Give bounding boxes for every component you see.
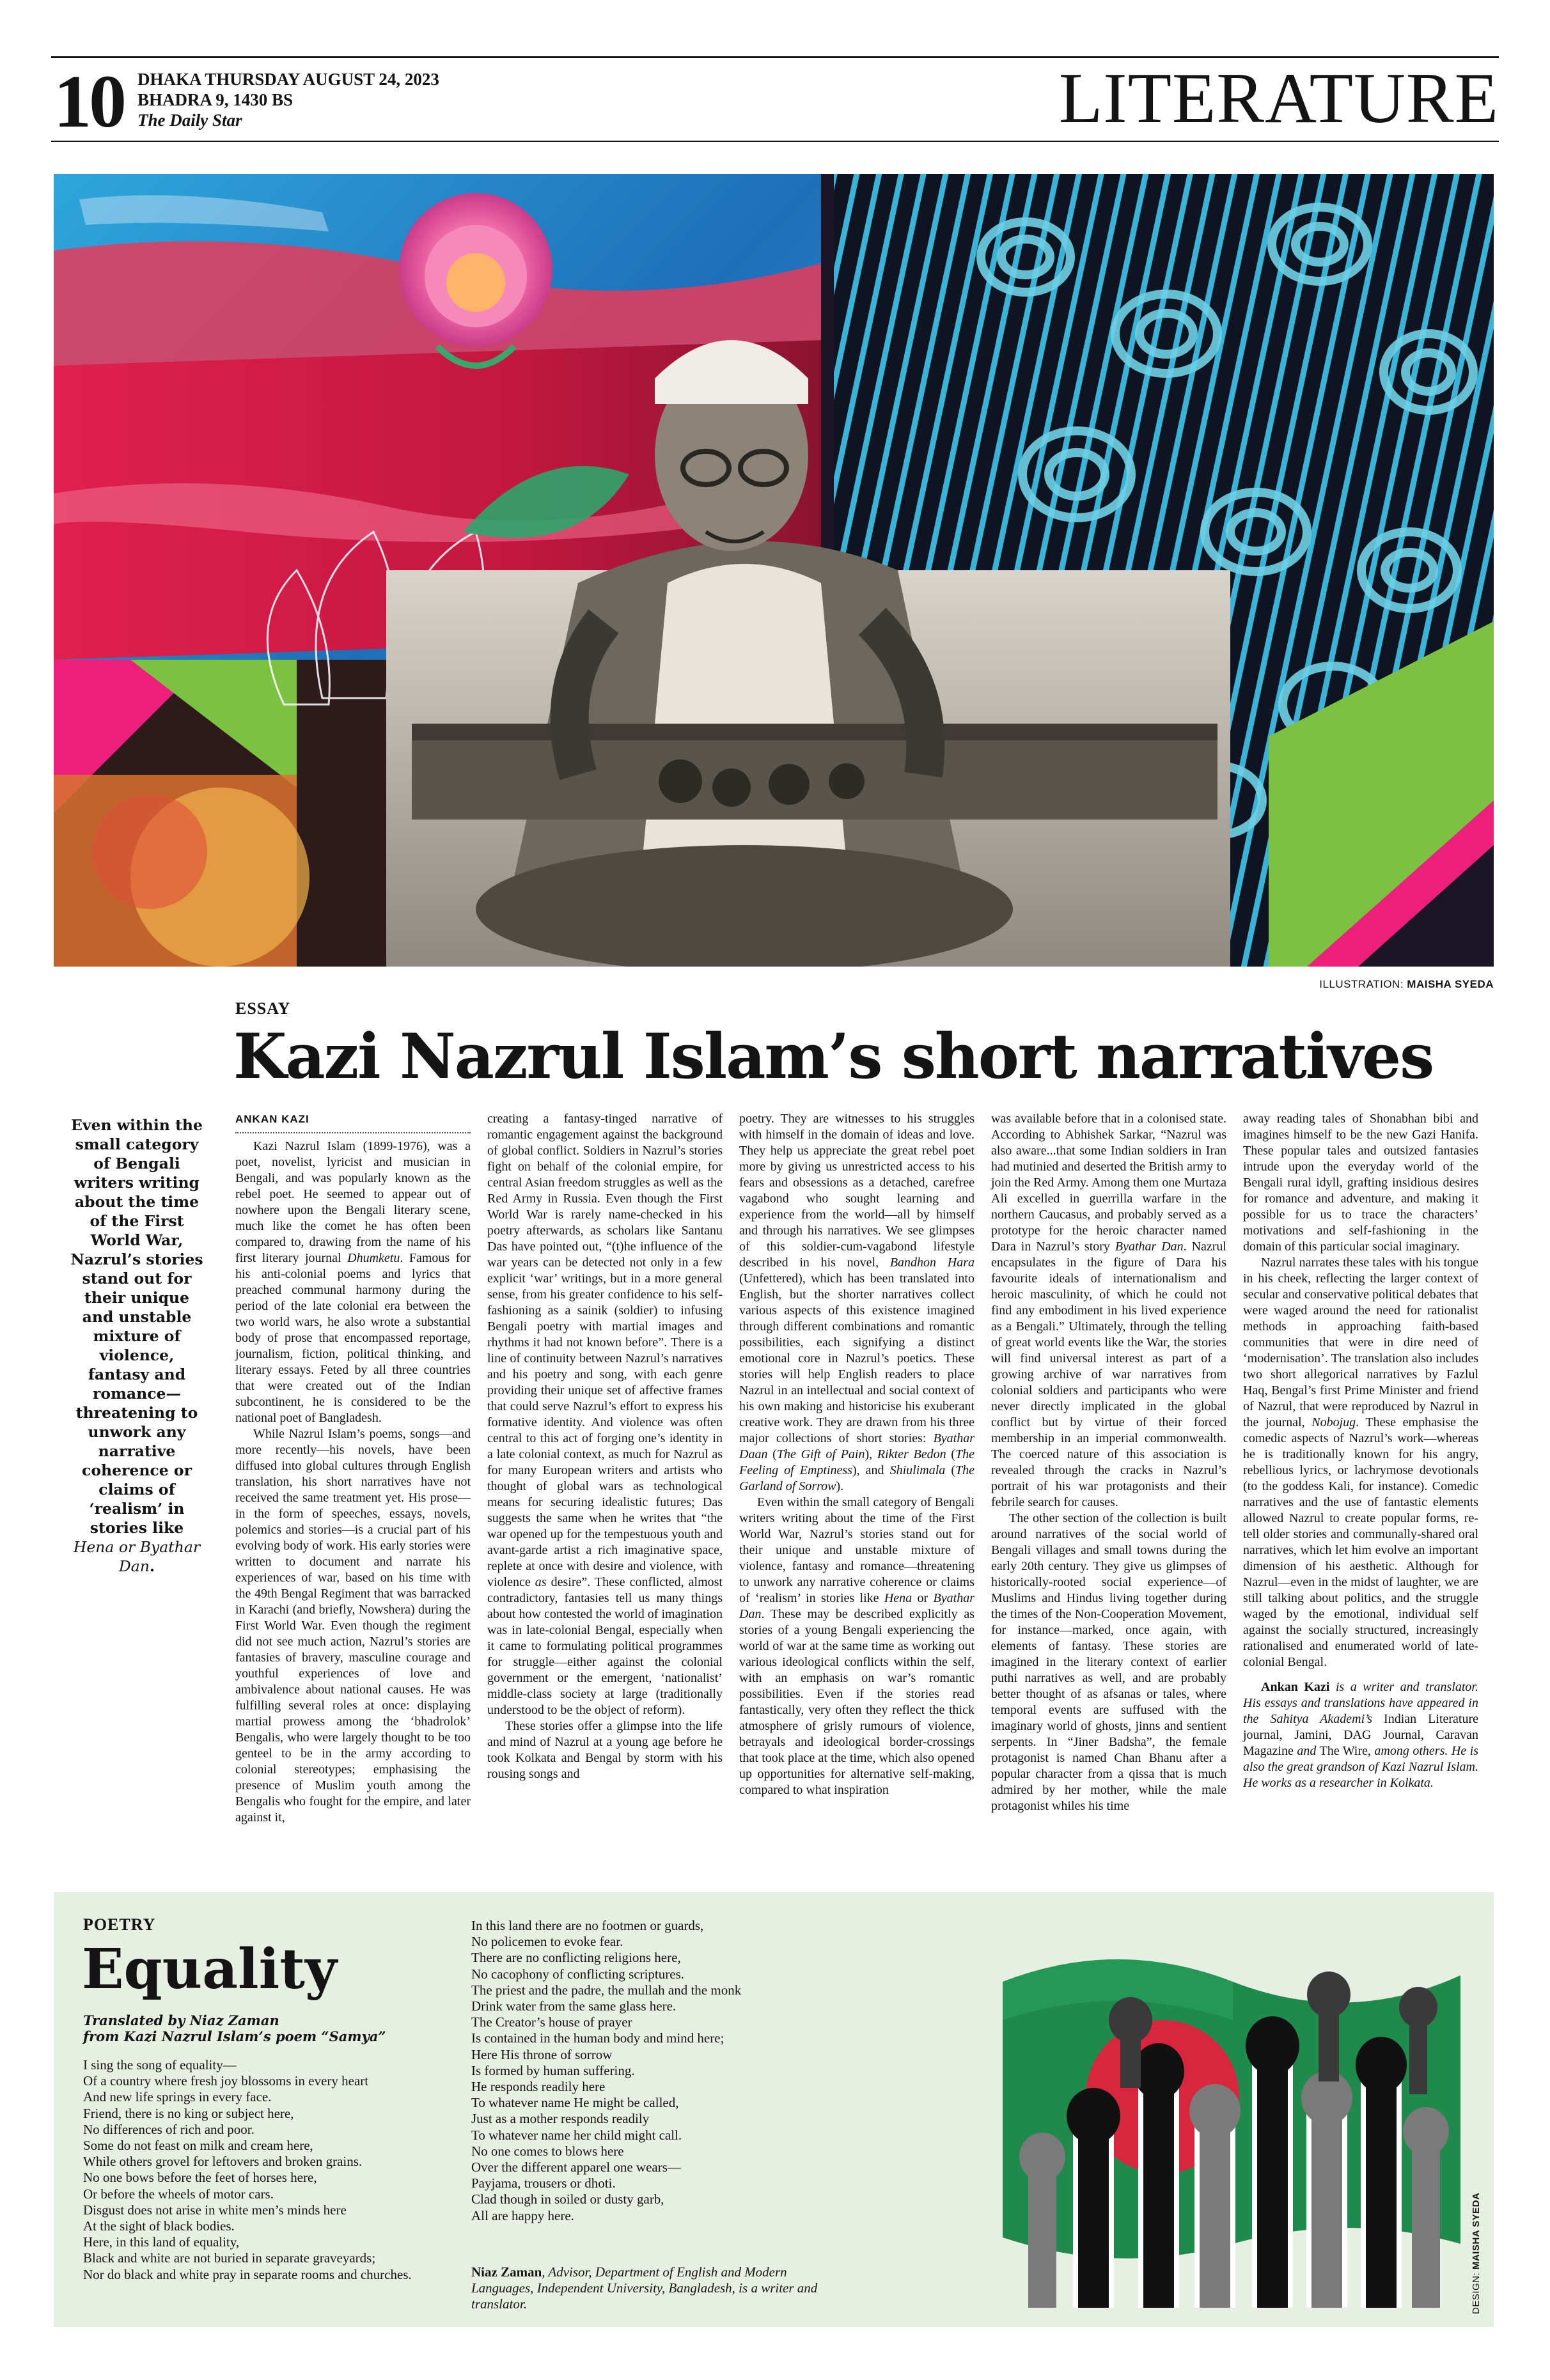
text: Nazrul narrates these tales with his tongue in his cheek, reflecting the larger context of secular and conservative political debates that were waged around the need for rationalist methods in approaching faith-based communities that were in dire need of ‘modernisation’. The translation also includes two short allegorical narratives by Fazlul Haq, Bengal’s first Prime Minister and friend of Nazrul, that were reproduced by Nazrul in the journal, <box>1243 1256 1478 1429</box>
paragraph <box>991 1111 1226 1511</box>
poem-line: Is formed by human suffering. <box>471 2062 635 2078</box>
book-title: Byathar Daan <box>739 1431 975 1461</box>
paper-name-logo: The Daily Star <box>137 111 242 130</box>
pull-quote-end: . <box>149 1557 155 1575</box>
masthead-bottom-rule <box>51 141 1499 142</box>
poem-line: Friend, there is no king or subject here, <box>83 2105 294 2121</box>
poem-line: At the sight of black bodies. <box>83 2218 235 2234</box>
poem-stanza-left <box>83 2057 467 2283</box>
poetry-kicker: POETRY <box>83 1915 156 1934</box>
poem-line: Here His throne of sorrow <box>471 2046 613 2062</box>
text: among others. He is also the great grandson of Kazi Nazrul Islam. He works as a researcher in Kolkata. <box>1243 1744 1479 1790</box>
text: . These emphasise the comedic aspects of Nazrul’s work—whereas he is traditionally known for his angry, rebellious lyrics, or lachrymose devotionals (to the goddess Kali, for instance). Comedic narratives and the use of fantastic elements allowed Nazrul to create popular forms, re-tell older stories and communally-shared oral narratives, which let him evolve an important dimension of his aesthetic. Although for Nazrul—even in the midst of laughter, we are still talking about politics, and the struggle waged by the emotional, individual self against the socially structured, increasingly rationalised and enumerated world of late-colonial Bengal. <box>1243 1415 1478 1669</box>
article-column-1 <box>235 1111 471 1826</box>
section-title: LITERATURE <box>1058 59 1499 138</box>
poem-line: There are no conflicting religions here, <box>471 1950 681 1966</box>
pull-quote-or: or <box>114 1538 140 1556</box>
poem-line: Disgust does not arise in white men’s minds here <box>83 2202 347 2218</box>
story-title: Hena <box>884 1591 912 1605</box>
paragraph: While Nazrul Islam’s poems, songs—and more recently—his novels, have been diffused into global cultures through English translation, his short narratives have not received the same treatment yet. His prose—in the form of speeches, essays, novels, polemics and stories—is a crucial part of his evolving body of work. His early stories were written to document and narrate his experiences of war, based on his time with the 49th Bengal Regiment that was barracked in Karachi (and briefly, Nowshera) during the First World War. Even though the regiment did not see much action, Nazrul’s stories are fantasies of bravery, masculine courage and youthful experiences of love and ambivalence about national causes. He was fulfilling several roles at once: displaying martial prowess among the ‘bhadrolok’ Bengalis, who were largely thought to be too genteel to be in the army according to colonial stereotypes; emphasising the presence of Muslim youth among the Bengalis who fought for the empire, and later against it, <box>235 1427 471 1824</box>
translator-bio: , Advisor, Department of English and Modern Languages, Independent University, Bangladesh, is a writer and translator. <box>471 2264 818 2312</box>
book-title: Shiulimala <box>889 1463 946 1477</box>
masthead <box>51 51 1499 147</box>
poem-line: Over the different apparel one wears— <box>471 2159 681 2175</box>
translator-note <box>471 2264 829 2312</box>
masthead-top-rule <box>51 56 1499 58</box>
text: The Wire, <box>1316 1744 1375 1758</box>
poem-line: Some do not feast on milk and cream here, <box>83 2138 313 2154</box>
poem-line: No one comes to blows here <box>471 2143 624 2159</box>
article-column-2 <box>487 1111 723 1782</box>
author-name: Ankan Kazi <box>1261 1680 1330 1694</box>
raised-fists-illustration <box>1003 1911 1460 2308</box>
poem-line: Just as a mother responds readily <box>471 2111 650 2127</box>
paragraph <box>1243 1255 1478 1670</box>
poem-line: No policemen to evoke fear. <box>471 1934 623 1950</box>
poem-line: All are happy here. <box>471 2207 574 2223</box>
story-title: Byathar Dan <box>1115 1240 1184 1254</box>
text: ), and <box>852 1463 890 1477</box>
book-title: The Gift of Pain <box>776 1447 865 1461</box>
story-title: Byathar Dan <box>739 1591 975 1621</box>
text: was available before that in a colonised state. According to Abhishek Sarkar, “Nazrul was also aware...that some Indian soldiers in Iran had mutinied and deserted the British army to join the Red Army. Among them one Murtaza Ali excelled in guerrilla warfare in the northern Caucasus, and probably served as a prototype for the heroic character named Dara in Nazrul’s story <box>991 1112 1226 1254</box>
pull-quote-title-byathar-dan: Byathar Dan <box>118 1538 201 1575</box>
poem-line: To whatever name He might be called, <box>471 2095 679 2111</box>
date-line-2: BHADRA 9, 1430 BS <box>137 90 294 109</box>
design-credit-label: DESIGN: <box>1471 2269 1482 2314</box>
dateline <box>137 69 439 130</box>
author-bio <box>1243 1679 1478 1791</box>
pull-quote-text: Even within the small category of Bengali writers writing about the time of the First World War, Nazrul’s stories stand out for their unique and unstable mixture of violence, fantasy and romance—threatening to unwork any narrative coherence or claims of ‘realism’ in stories like <box>70 1116 203 1537</box>
poem-line: Here, in this land of equality, <box>83 2234 240 2250</box>
book-title: The Garland of Sorrow <box>739 1463 975 1493</box>
poem-line: Nor do black and white pray in separate rooms and churches. <box>83 2266 412 2282</box>
illustration-credit <box>1319 978 1494 991</box>
poem-line: No cacophony of conflicting scriptures. <box>471 1966 684 1982</box>
text: Sahitya Akademi’s <box>1270 1712 1372 1726</box>
text: ( <box>945 1463 955 1477</box>
text: creating a fantasy-tinged narrative of romantic engagement against the background of global conflict. Soldiers in Nazrul’s stories fight on behalf of the colonial empire, for central Asian freedom struggles as well as the Red Army in Russia. Even though the First World War is rarely name-checked in his poetry afterwards, as scholars like Santanu Das have pointed out, “(t)he influence of the war years can be detected not only in a few explicit ‘war’ writings, but in a more general sense, from his greater confidence to his self-fashioning as a sainik (soldier) to infusing Bengali poetry with martial images and rhythms it had not known before”. There is a line of continuity between Nazrul’s narratives and his poetry and song, with each genre providing their unique set of affective frames that could serve Nazrul’s effort to express his formative identity. And violence was often central to this act of forging one’s identity in a late colonial context, as much for Nazrul as for many European writers and artists who thought of global wars as technological means for securing idealistic futures; Das suggests the same when he writes that “the war opened up for the tempestuous youth and avant-garde artist a rich imaginative space, replete at once with desire and violence, with violence <box>487 1112 723 1589</box>
translator-line-1: Translated by Niaz Zaman <box>83 2012 279 2028</box>
paragraph: away reading tales of Shonabhan bibi and imagines himself to be the new Gazi Hanifa. These popular tales and outsized fantasies intrude upon the everyday world of the Bengali rural idyll, grafting insidious desires for romance and adventure, and making it possible for us to trace the characters’ motivations and self-fashioning in the domain of this particular social imaginary. <box>1243 1112 1478 1254</box>
date-line-1: DHAKA THURSDAY AUGUST 24, 2023 <box>137 70 439 89</box>
hero-illustration <box>54 174 1494 967</box>
poem-line: In this land there are no footmen or guards, <box>471 1918 704 1933</box>
text: desire”. These conflicted, almost contradictory, fantasies tell us many things about how contested the world of imagination was in late-colonial Bengal, especially when it came to formulating political programmes for struggle—either against the colonial government or the emergent, ‘nationalist’ middle-class society at large (traditionally understood to be the object of reform). <box>487 1575 723 1717</box>
illustrator-name: MAISHA SYEDA <box>1407 978 1494 990</box>
emphasis: as <box>535 1575 547 1589</box>
essay-headline: Kazi Nazrul Islam’s short narratives <box>233 1020 1434 1093</box>
poem-line: To whatever name her child might call. <box>471 2127 682 2143</box>
poem-line: Payjama, trousers or dhoti. <box>471 2175 616 2191</box>
paragraph: These stories offer a glimpse into the life and mind of Nazrul at a young age before he took Kolkata and Bengal by storm with his rousing songs and <box>487 1719 723 1781</box>
pull-quote <box>69 1116 205 1576</box>
poem-line: The priest and the padre, the mullah and the monk <box>471 1982 742 1998</box>
page-number: 10 <box>54 59 124 143</box>
paragraph: The other section of the collection is built around narratives of the social world of Bengali villages and small towns during the early 20th century. They give us glimpses of historically-rooted social experience—of Muslims and Hindus living together during the times of the Non-Cooperation Movement, for instance—marked, once again, with elements of fantasy. These stories are imagined in the literary context of earlier puthi narratives as well, and are probably better thought of as afsanas or tales, where temporal events are suffused with the imaginary world of ghosts, jinns and sentient serpents. In “Jiner Badsha”, the female protagonist is named Chan Bhanu after a popular character from a qissa that is much admired by her mother, while the male protagonist whiles his time <box>991 1511 1226 1813</box>
translator-line-2: from Kazi Nazrul Islam’s poem “Samya” <box>83 2028 386 2044</box>
book-title: The Feeling of Emptiness <box>739 1447 975 1477</box>
poem-line: Or before the wheels of motor cars. <box>83 2186 274 2202</box>
journal-title: Dhumketu <box>347 1251 400 1265</box>
text: is a writer and translator. His essays and translations have appeared in the <box>1243 1680 1478 1726</box>
paragraph <box>739 1111 975 1495</box>
paragraph <box>487 1111 723 1718</box>
text: ), <box>865 1447 877 1461</box>
fists-flag-art <box>1003 1911 1460 2308</box>
translator-credit <box>83 2012 386 2044</box>
text: Indian Literature journal, Jamini, DAG Journal, Caravan Magazine <box>1243 1712 1479 1758</box>
poem-line: Is contained in the human body and mind here; <box>471 2030 724 2046</box>
article-column-4 <box>991 1111 1226 1814</box>
poem-line: He responds readily here <box>471 2079 606 2095</box>
poem-line: Of a country where fresh joy blossoms in every heart <box>83 2073 369 2089</box>
essay-kicker: ESSAY <box>235 999 291 1018</box>
design-credit <box>1471 2193 1482 2314</box>
text: and <box>1297 1744 1317 1758</box>
poem-line: Drink water from the same glass here. <box>471 1998 677 2014</box>
poem-line: Clad though in soiled or dusty garb, <box>471 2191 664 2207</box>
poem-title: Equality <box>82 1937 337 2002</box>
text: . Famous for his anti-colonial poems and lyrics that preached communal harmony during the period of the late colonial era between the two world wars, he also wrote a substantial body of prose that encompassed reportage, journalism, fiction, political thinking, and literary essays. Feted by all three countries that were created out of the Indian subcontinent, he is considered to be the national poet of Bangladesh. <box>235 1251 471 1425</box>
poem-line: Black and white are not buried in separate graveyards; <box>83 2250 376 2266</box>
text: Kazi Nazrul Islam (1899-1976), was a poet, novelist, lyricist and musician in Bengali, and was popularly known as the rebel poet. He seemed to appear out of nowhere upon the Bengali literary scene, much like the comet he has often been compared to, drawing from the name of his first literary journal <box>235 1139 471 1265</box>
poem-line: I sing the song of equality— <box>83 2057 237 2073</box>
byline: ANKAN KAZI <box>235 1111 471 1133</box>
translator-name: Niaz Zaman <box>471 2264 542 2280</box>
poem-line: And new life springs in every face. <box>83 2089 272 2105</box>
poem-line: No differences of rich and poor. <box>83 2121 254 2137</box>
poem-line: The Creator’s house of prayer <box>471 2014 632 2030</box>
poem-stanza-right <box>471 1918 829 2224</box>
book-title: Bandhon Hara <box>889 1256 975 1270</box>
text: Even within the small category of Bengali writers writing about the time of the First World War, Nazrul’s stories stand out for their unique and unstable mixture of violence, fantasy and romance—threatening to unwork any narrative coherence or claims of ‘realism’ in stories like <box>739 1495 975 1605</box>
text: ( <box>946 1447 955 1461</box>
article-column-3 <box>739 1111 975 1798</box>
journal-title: Nobojug <box>1311 1415 1356 1429</box>
text: poetry. They are witnesses to his struggles with himself in the domain of ideas and love. They help us appreciate the great rebel poet more by giving us unrestricted access to his fears and obsessions as a detached, carefree vagabond who sought learning and experience from the world—all by himself and through his narratives. We see glimpses of this soldier-cum-vagabond lifestyle described in his novel, <box>739 1112 975 1270</box>
book-title: Rikter Bedon <box>877 1447 946 1461</box>
paragraph <box>739 1495 975 1798</box>
text: ( <box>767 1447 777 1461</box>
text: or <box>912 1591 934 1605</box>
poem-line: While others grovel for leftovers and broken grains. <box>83 2154 363 2170</box>
pull-quote-title-hena: Hena <box>73 1538 114 1556</box>
text: . Nazrul encapsulates in the figure of Dara his favourite ideals of internationalism and heroic masculinity, of which he could not find any embodiment in his lived experience as a Bengali.” Ultimately, through the telling of great world events like the War, the stories will find universal interest as part of a growing archive of war narratives from colonial soldiers and participants who were never directly implicated in the global conflict but by virtue of their forced membership in an imperial commonwealth. The coerced nature of this association is revealed through the cracks in Nazrul’s portrait of his war protagonists and their febrile search for causes. <box>991 1240 1226 1509</box>
text: (Unfettered), which has been translated into English, but the shorter narratives collect various aspects of this existence imagined through different combinations and romantic possibilities, each signifying a distinct emotional core in Nazrul’s poetics. These stories will help English readers to place Nazrul in an intellectual and social context of his own making and historicise his exuberant creative work. They are drawn from his three major collections of short stories: <box>739 1272 975 1445</box>
collage-illustration <box>54 174 1494 967</box>
text: . These may be described explicitly as stories of a young Bengali experiencing the world of war at the same time as working out various ideological conflicts within the self, with an emphasis on war’s romantic possibilities. Even if the stories read fantastically, very often they reflect the thick atmosphere of grisly rumours of violence, betrayals and ideological border-crossings that took place at the time, which also opened up opportunities for alternative self-making, compared to what inspiration <box>739 1607 975 1797</box>
illustration-credit-label: ILLUSTRATION: <box>1319 978 1407 990</box>
article-column-5 <box>1243 1111 1478 1791</box>
text: ). <box>836 1479 844 1493</box>
poem-line: No one bows before the feet of horses here, <box>83 2170 317 2186</box>
paragraph <box>235 1139 471 1426</box>
designer-name: MAISHA SYEDA <box>1471 2192 1482 2270</box>
